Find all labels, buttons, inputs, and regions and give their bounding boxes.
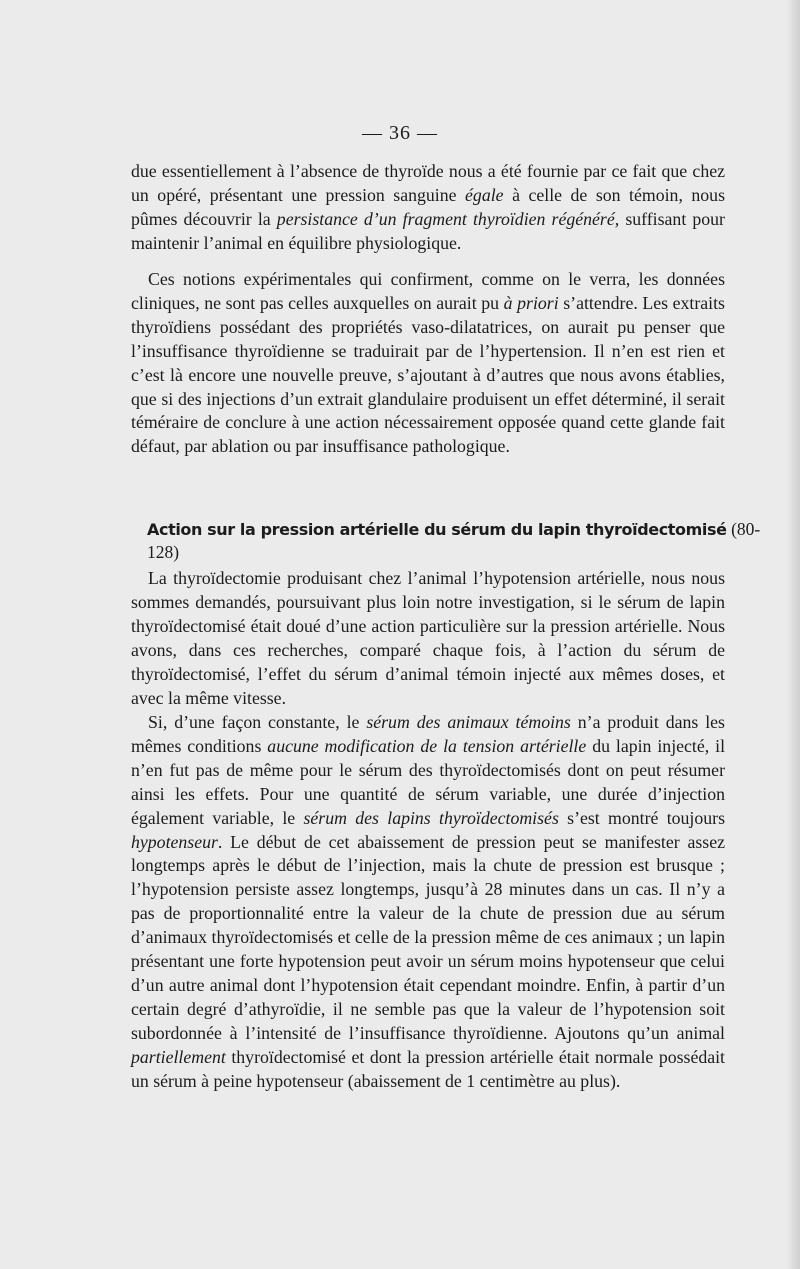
paragraph-1-italic-persistance: persistance d’un fragment thyroïdien régénéré, bbox=[276, 208, 620, 229]
paragraph-4-part-4: s’est montré toujours bbox=[558, 807, 725, 828]
paragraph-4-part-3: du lapin injecté, il n’en fut pas de même pour le sérum des thyroïdectomisés dont on peut résumer ainsi les effets. Pour une quantité de sérum variable, une durée d’injection également variable, le bbox=[131, 735, 726, 828]
paragraph-4-part-5: . Le début de cet abaissement de pression peut se manifester assez longtemps après le début de l’injection, mais la chute de pression est brusque ; l’hypotension persiste assez longtemps, jusqu’à 28 minutes dans un cas. Il n’y a pas de proportionnalité entre la valeur de la chute de pression due au sérum d’animaux thyroïdectomisés et celle de la pression même de ces animaux ; un lapin présentant une forte hypotension peut avoir un sérum moins hypotenseur que celui d’un autre animal dont l’hypotension était cependant moindre. Enfin, à partir d’un certain degré d’athyroïdie, il ne semble pas que la valeur de l’hypotension soit subordonnée à l’intensité de l’insuffisance thyroïdienne. Ajoutons qu’un animal bbox=[131, 831, 725, 1043]
paragraph-4-italic-3: sérum des lapins thyroïdectomisés bbox=[303, 807, 559, 828]
paragraph-4-text bbox=[131, 711, 725, 1094]
section-heading-title: Action sur la pression artérielle du sérum du lapin thyroïdectomisé bbox=[147, 520, 727, 539]
paragraph-4-part-1: Si, d’une façon constante, le bbox=[148, 712, 367, 732]
paragraph-2 bbox=[131, 268, 725, 459]
section-heading-reference: (80-128) bbox=[147, 519, 761, 562]
paragraph-2-part-1: Ces notions expérimentales qui confirment, comme on le verra, les données cliniques, ne sont pas celles auxquelles on aurait pu bbox=[131, 269, 725, 313]
paragraph-2-part-2: s’attendre. Les extraits thyroïdiens possédant des propriétés vaso-dilatatrices, on aurait pu penser que l’insuffisance thyroïdienne se traduirait par de l’hypertension. Il n’en est rien et c’est là encore une nouvelle preuve, s’ajoutant à d’autres que nous avons établies, que si des injections d’un extrait glandulaire produisent un effet déterminé, il serait téméraire de conclure à une action nécessairement opposée quand cette glande fait défaut, par ablation ou par insuffisance pathologique. bbox=[131, 292, 725, 457]
paragraph-3-text: La thyroïdectomie produisant chez l’animal l’hypotension artérielle, nous nous sommes demandés, poursuivant plus loin notre investigation, si le sérum de lapin thyroïdectomisé était doué d’une action particulière sur la pression artérielle. Nous avons, dans ces recherches, comparé chaque fois, à l’action du sérum de thyroïdectomisé, l’effet du sérum d’animal témoin injecté aux mêmes doses, et avec la même vitesse. bbox=[131, 568, 725, 708]
section-heading bbox=[147, 518, 767, 563]
paragraph-4-part-6: thyroïdectomisé et dont la pression artérielle était normale possédait un sérum à peine hypotenseur (abaissement de 1 centimètre au plus). bbox=[131, 1046, 725, 1091]
paragraph-1-text bbox=[131, 160, 725, 256]
page-edge-shadow bbox=[786, 0, 800, 1269]
paragraph-1 bbox=[131, 160, 725, 256]
page-number: — 36 — bbox=[362, 122, 438, 144]
paragraph-4-part-2: n’a produit dans les mêmes conditions bbox=[131, 712, 725, 756]
paragraph-4-italic-5: partiellement bbox=[131, 1046, 226, 1067]
paragraph-4 bbox=[131, 711, 725, 1094]
paragraph-4-italic-1: sérum des animaux témoins bbox=[366, 712, 571, 732]
paragraph-1-part-1: due essentiellement à l’absence de thyroïde nous a été fournie par ce fait que chez un opéré, présentant une pression sanguine bbox=[131, 161, 725, 205]
paragraph-1-part-3: suffisant pour maintenir l’animal en équilibre physiologique. bbox=[131, 208, 725, 253]
paragraph-1-italic-egale: égale bbox=[465, 184, 504, 205]
paragraph-2-italic-a-priori: à priori bbox=[503, 292, 559, 313]
paragraph-4-italic-2: aucune modification de la tension artérielle bbox=[267, 735, 587, 756]
paragraph-1-part-2: à celle de son témoin, nous pûmes découvrir la bbox=[131, 184, 725, 229]
paragraph-4-italic-4: hypotenseur bbox=[131, 831, 218, 852]
paragraph-3 bbox=[131, 567, 725, 710]
paragraph-2-text bbox=[131, 268, 725, 459]
